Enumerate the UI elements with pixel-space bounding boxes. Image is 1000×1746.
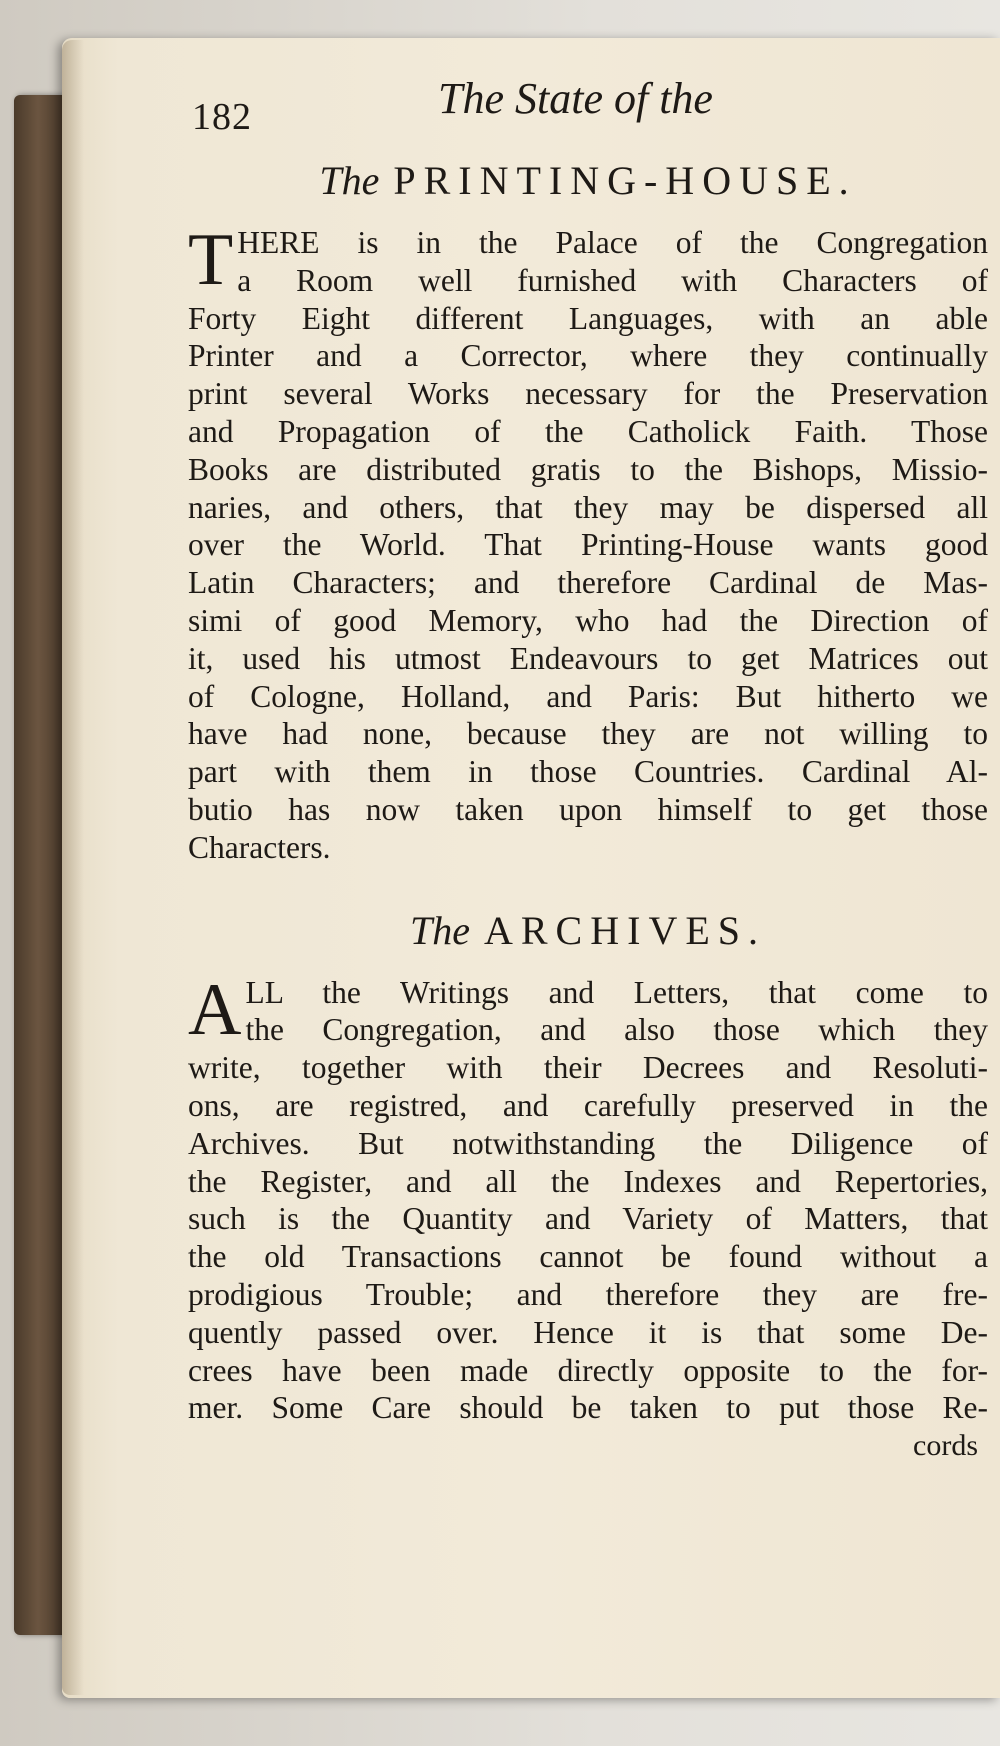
text-line: quently passed over. Hence it is that some De- [188,1314,988,1350]
text-line: crees have been made directly opposite to the for- [188,1352,988,1388]
heading-title: ARCHIVES. [483,907,767,953]
text-line: simi of good Memory, who had the Direction of [188,602,988,638]
running-head [188,55,988,138]
text-line: the old Transactions cannot be found without a [188,1239,988,1275]
running-title: The State of the [438,74,713,123]
text-line: Printer and a Corrector, where they continually [188,338,988,374]
text-line: prodigious Trouble; and therefore they are fre- [188,1276,988,1312]
section-heading-archives [188,907,988,954]
text-line: naries, and others, that they may be dispersed all [188,489,988,525]
text-line: it, used his utmost Endeavours to get Matrices out [188,640,988,676]
catchword: cords [913,1429,978,1463]
page-number: 182 [192,96,252,138]
text-line: Books are distributed gratis to the Bishops, Missio- [188,451,988,487]
text-line: mer. Some Care should be taken to put those Re- [188,1390,988,1426]
heading-title: PRINTING-HOUSE. [393,158,857,203]
paragraph-archives [188,968,988,1428]
text-line: such is the Quantity and Variety of Matters, that [188,1201,988,1237]
text-line: and Propagation of the Catholick Faith. Those [188,413,988,449]
paragraph-printing-house [188,219,988,867]
text-line: ons, are registred, and carefully preserved in the [188,1087,988,1123]
section-heading-printing-house [188,157,988,204]
text-line: Characters. [188,829,331,865]
text-line: butio has now taken upon himself to get those [188,791,988,827]
heading-article: The [409,907,470,953]
text-line: Forty Eight different Languages, with an able [188,300,988,336]
text-line: print several Works necessary for the Preservation [188,376,988,412]
drop-cap: T [188,219,234,301]
text-line: LL the Writings and Letters, that come to [245,974,988,1010]
drop-cap: A [188,968,242,1051]
page-content [188,55,988,1463]
heading-article: The [319,158,380,203]
text-line: Archives. But notwithstanding the Diligence of [188,1125,988,1161]
text-line: of Cologne, Holland, and Paris: But hitherto we [188,678,988,714]
page-gutter-shadow [62,40,84,1695]
text-line: over the World. That Printing-House wants good [188,527,988,563]
text-line: the Congregation, and also those which they [245,1012,988,1048]
text-line: Latin Characters; and therefore Cardinal de Mas- [188,565,988,601]
text-line: a Room well furnished with Characters of [237,262,988,298]
text-line: HERE is in the Palace of the Congregation [237,225,988,260]
text-line: have had none, because they are not willing to [188,716,988,752]
text-line: the Register, and all the Indexes and Repertories, [188,1163,988,1199]
text-line: part with them in those Countries. Cardinal Al- [188,754,988,790]
text-line: write, together with their Decrees and Resoluti- [188,1050,988,1086]
